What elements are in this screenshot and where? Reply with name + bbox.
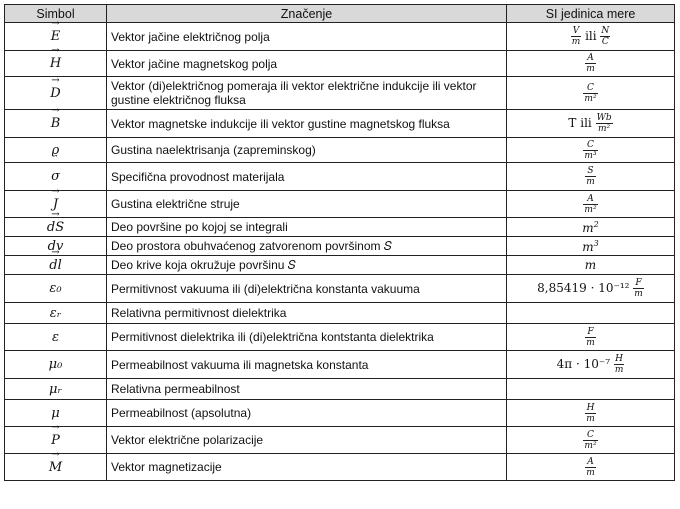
meaning-cell: Deo površine po kojoj se integrali — [107, 218, 507, 237]
fraction-numerator: A — [585, 53, 596, 64]
symbol-text: μ — [51, 405, 60, 421]
symbol-text: → P — [51, 433, 60, 448]
header-unit: SI jedinica mere — [507, 5, 675, 23]
meaning-cell: Relativna permeabilnost — [107, 379, 507, 400]
symbol-cell — [5, 275, 107, 303]
symbol-text: ε — [52, 329, 59, 345]
header-meaning: Značenje — [107, 5, 507, 23]
table-row — [5, 77, 675, 110]
unit-fraction — [585, 166, 596, 187]
table-row — [5, 163, 675, 191]
unit-cell — [507, 427, 675, 454]
table-row — [5, 454, 675, 481]
fraction-numerator: C — [583, 140, 597, 151]
unit-prefix-text: 8,85419 · 10⁻¹² — [537, 281, 634, 295]
table-row — [5, 351, 675, 379]
table-body — [5, 23, 675, 481]
symbol-text: → H — [50, 56, 61, 71]
unit-cell — [507, 51, 675, 77]
unit-fraction — [614, 354, 625, 375]
unit-cell — [507, 237, 675, 256]
fraction-numerator: C — [583, 83, 597, 94]
table-row — [5, 237, 675, 256]
meaning-cell: Gustina električne struje — [107, 191, 507, 218]
fraction-denominator: m² — [584, 204, 597, 215]
header-row — [5, 5, 675, 23]
fraction-denominator: m — [586, 337, 595, 348]
unit-fraction — [583, 140, 597, 161]
symbol-text: → M — [49, 460, 62, 475]
unit-text: m — [584, 258, 597, 272]
fraction-numerator: S — [585, 166, 596, 177]
meaning-cell: Deo prostora obuhvaćenog zatvorenom površinom 𝑆 — [107, 237, 507, 256]
fraction-numerator: V — [571, 26, 582, 37]
unit-cell — [507, 351, 675, 379]
unit-base: m — [582, 239, 594, 254]
symbol-text: μᵣ — [49, 381, 62, 397]
symbol-text: → B — [51, 116, 61, 131]
symbol-cell — [5, 110, 107, 138]
symbol-text: → E — [51, 29, 61, 44]
table-row — [5, 324, 675, 351]
unit-cell — [507, 256, 675, 275]
symbol-cell — [5, 51, 107, 77]
fraction-denominator: m² — [584, 93, 597, 104]
fraction-numerator: F — [585, 327, 596, 338]
meaning-cell: Deo krive koja okružuje površinu 𝑆 — [107, 256, 507, 275]
fraction-numerator: A — [583, 194, 597, 205]
fraction-denominator: m — [634, 289, 643, 299]
symbol-cell — [5, 351, 107, 379]
unit-cell — [507, 163, 675, 191]
symbol-text: → dS — [47, 220, 64, 235]
unit-exponent: 2 — [593, 219, 599, 229]
unit-fraction — [633, 278, 644, 299]
fraction-denominator: m³ — [584, 150, 597, 161]
fraction-numerator: A — [585, 457, 596, 468]
unit-prefix-text: 4π · 10⁻⁷ — [556, 357, 614, 371]
meaning-cell: Relativna permitivnost dielektrika — [107, 303, 507, 324]
symbol-cell — [5, 324, 107, 351]
fraction-numerator: F — [633, 278, 644, 289]
unit-cell — [507, 303, 675, 324]
fraction-denominator: m² — [584, 440, 597, 451]
fraction-denominator: m — [614, 365, 624, 375]
unit-cell — [507, 275, 675, 303]
table-row — [5, 110, 675, 138]
symbol-cell — [5, 303, 107, 324]
table-row — [5, 400, 675, 427]
meaning-cell: Vektor magnetske indukcije ili vektor gustine magnetskog fluksa — [107, 110, 507, 138]
unit-cell — [507, 77, 675, 110]
table-row — [5, 191, 675, 218]
fraction-numerator: C — [583, 430, 597, 441]
table-row — [5, 138, 675, 163]
unit-fraction — [583, 194, 597, 215]
fraction-numerator: Wb — [596, 113, 612, 123]
unit-fraction-b — [600, 26, 610, 47]
meaning-cell: Permitivnost vakuuma ili (di)električna konstanta vakuuma — [107, 275, 507, 303]
header-symbol: Simbol — [5, 5, 107, 23]
meaning-cell: Permitivnost dielektrika ili (di)električna kontstanta dielektrika — [107, 324, 507, 351]
symbols-table — [4, 4, 675, 481]
meaning-cell: Vektor električne polarizacije — [107, 427, 507, 454]
table-row — [5, 256, 675, 275]
table-row — [5, 379, 675, 400]
table-row — [5, 23, 675, 51]
unit-cell — [507, 191, 675, 218]
unit-cell — [507, 379, 675, 400]
table-row — [5, 303, 675, 324]
unit-fraction — [596, 113, 613, 134]
unit-cell — [507, 324, 675, 351]
table-row — [5, 51, 675, 77]
unit-fraction — [585, 403, 596, 424]
meaning-cell: Vektor jačine magnetskog polja — [107, 51, 507, 77]
unit-cell — [507, 110, 675, 138]
symbol-text: ϱ — [51, 142, 60, 158]
fraction-numerator: H — [586, 402, 595, 413]
fraction-numerator: N — [601, 26, 610, 36]
fraction-denominator: m — [571, 37, 581, 47]
symbol-cell — [5, 256, 107, 275]
meaning-cell: Gustina naelektrisanja (zapreminskog) — [107, 138, 507, 163]
symbol-text: → J — [53, 197, 58, 212]
symbol-text: → D — [50, 86, 60, 101]
meaning-cell: Vektor jačine električnog polja — [107, 23, 507, 51]
fraction-numerator: H — [615, 354, 624, 364]
symbol-text: dv — [47, 238, 64, 254]
symbol-text: σ — [51, 169, 60, 184]
symbol-cell — [5, 454, 107, 481]
meaning-cell: Vektor (di)električnog pomeraja ili vektor električne indukcije ili vektor gustine električnog fluksa — [107, 77, 507, 110]
unit-fraction — [585, 327, 596, 348]
unit-cell — [507, 454, 675, 481]
unit-fraction — [583, 430, 597, 451]
meaning-cell: Permeabilnost vakuuma ili magnetska konstanta — [107, 351, 507, 379]
unit-cell — [507, 218, 675, 237]
table-row — [5, 218, 675, 237]
meaning-cell: Permeabilnost (apsolutna) — [107, 400, 507, 427]
table-row — [5, 275, 675, 303]
unit-cell — [507, 138, 675, 163]
fraction-denominator: m — [586, 467, 595, 478]
unit-cell — [507, 400, 675, 427]
unit-cell — [507, 23, 675, 51]
symbol-text: εᵣ — [49, 305, 62, 321]
meaning-cell: Specifična provodnost materijala — [107, 163, 507, 191]
unit-fraction — [585, 53, 596, 74]
unit-exponent: 3 — [593, 238, 599, 248]
unit-base: m — [582, 220, 594, 235]
fraction-denominator: C — [601, 37, 609, 47]
symbol-text: → dl — [49, 258, 61, 273]
symbol-cell — [5, 379, 107, 400]
symbol-cell — [5, 218, 107, 237]
unit-prefix-text: T ili — [568, 116, 596, 130]
table-row — [5, 427, 675, 454]
symbol-text: μ₀ — [48, 357, 63, 372]
fraction-denominator: m — [586, 177, 595, 187]
symbol-text: ε₀ — [49, 281, 62, 296]
fraction-denominator: m² — [597, 124, 611, 134]
unit-or-text: ili — [581, 29, 601, 43]
symbol-cell — [5, 138, 107, 163]
fraction-denominator: m — [586, 413, 595, 424]
meaning-cell: Vektor magnetizacije — [107, 454, 507, 481]
fraction-denominator: m — [586, 64, 595, 74]
unit-fraction-a — [571, 26, 582, 47]
unit-fraction — [583, 83, 597, 104]
unit-fraction — [585, 457, 596, 478]
